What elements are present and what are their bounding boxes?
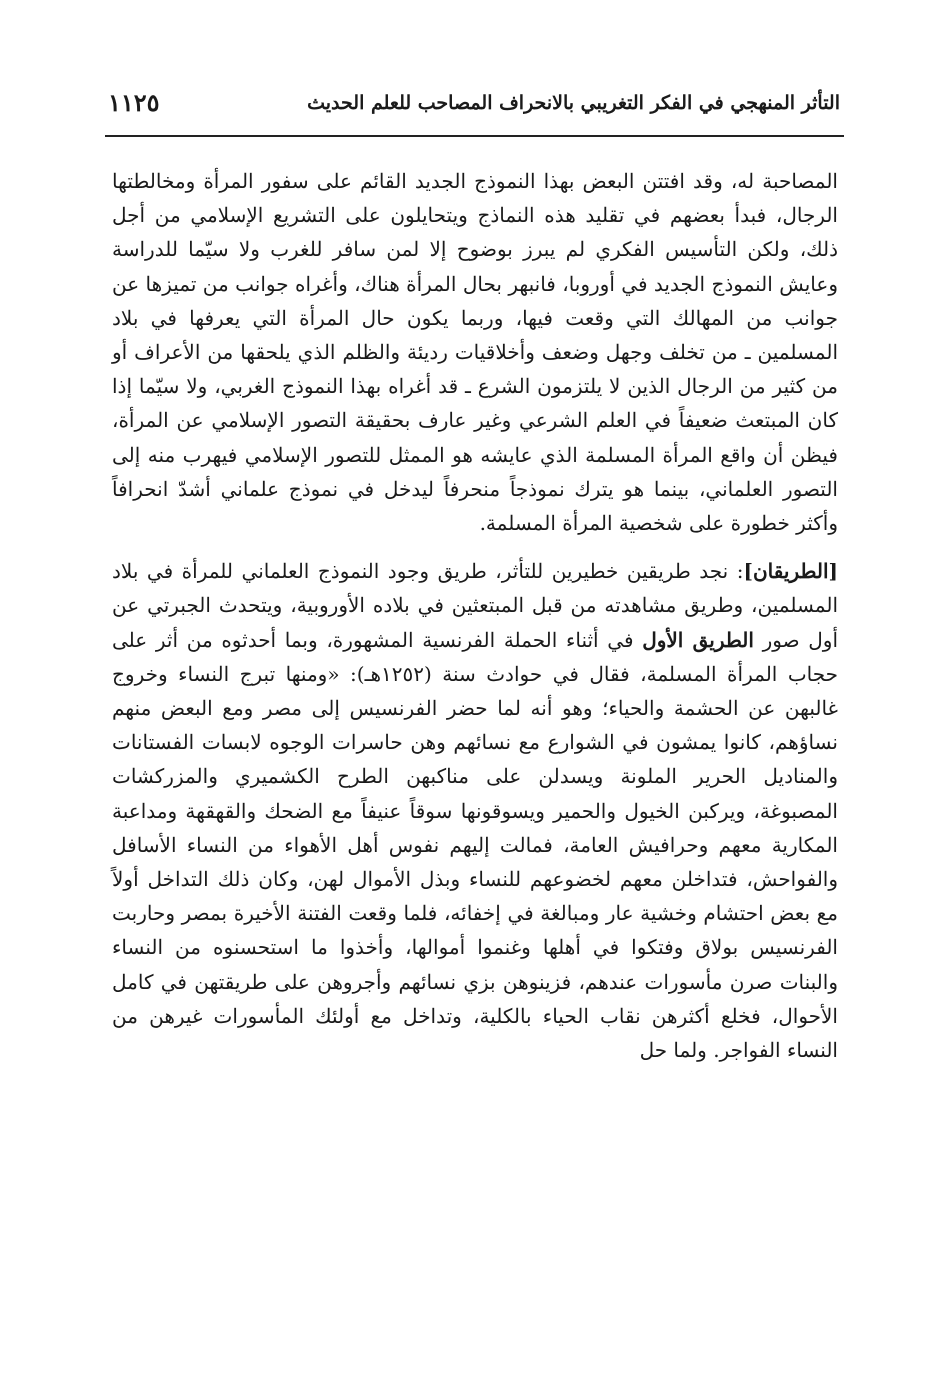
section-lead-label: [الطريقان] xyxy=(743,559,838,584)
paragraph-2-text-start: : نجد طريقين خطيرين للتأثر، طريق وجود النموذج العلماني للمرأة في بلاد المسلمين، وطريق مشاهدته من قبل المبتعثين في بلاده الأوروبية، ويتحدث الجبرتي عن أول صور xyxy=(112,559,839,652)
paragraph-1 xyxy=(112,164,838,540)
paragraph-2-text-rest: في أثناء الحملة الفرنسية المشهورة، وبما أحدثوه من أثر على حجاب المرأة المسلمة، فقال في حوادث سنة (١٢٥٢هـ): «ومنها تبرج النساء وخروج غالبهن عن الحشمة والحياء؛ وهو أنه لما حضر الفرنسيس إلى مصر ومع البعض منهم نساؤهم، كانوا يمشون في الشوارع مع نسائهم وهن حاسرات الوجوه لابسات الفستانات والمناديل الحرير الملونة ويسدلن على مناكبهن الطرح الكشميري والمزركشات المصبوغة، ويركبن الخيول والحمير ويسوقونها سوقاً عنيفاً مع الضحك والقهقهة ومداعبة المكارية معهم وحرافيش العامة، فمالت إليهم نفوس أهل الأهواء من النساء الأسافل والفواحش، فتداخلن معهم لخضوعهم للنساء وبذل الأموال لهن، وكان ذلك التداخل أولاً مع بعض احتشام وخشية عار ومبالغة في إخفائه، فلما وقعت الفتنة الأخيرة بمصر وحاربت الفرنسيس بولاق وفتكوا في أهلها وغنموا أموالها، وأخذوا ما استحسنوه من النساء والبنات صرن مأسورات عندهم، فزينوهن بزي نسائهم وأجروهن على طريقتهن في كامل الأحوال، فخلع أكثرهن نقاب الحياء بالكلية، وتداخل مع أولئك المأسورات غيرهن من النساء الفواجر. ولما حل xyxy=(112,627,839,1063)
page-number: ١١٢٥ xyxy=(108,88,160,117)
emphasized-phrase: الطريق الأول xyxy=(642,627,754,652)
header-title: التأثر المنهجي في الفكر التغريبي بالانحراف المصاحب للعلم الحديث xyxy=(307,92,840,114)
paragraph-2 xyxy=(112,554,838,1067)
header-divider xyxy=(105,135,844,137)
paragraph-1-text: المصاحبة له، وقد افتتن البعض بهذا النموذج الجديد القائم على سفور المرأة ومخالطتها الرجال، فبدأ بعضهم في تقليد هذه النماذج ويتحايلون على التشريع الإسلامي من أجل ذلك، ولكن التأسيس الفكري لم يبرز بوضوح إلا لمن سافر للغرب ولا سيّما للدراسة وعايش النموذج الجديد في أوروبا، فانبهر بحال المرأة هناك، وأغراه جوانب من تميزها عن جوانب من المهالك التي وقعت فيها، وربما يكون حال المرأة التي يعرفها في بلاد المسلمين ـ من تخلف وجهل وضعف وأخلاقيات رديئة والظلم الذي يلحقها من الأعراف أو من كثير من الرجال الذين لا يلتزمون الشرع ـ قد أغراه بهذا النموذج الغربي، ولا سيّما إذا كان المبتعث ضعيفاً في العلم الشرعي وغير عارف بحقيقة التصور الإسلامي عن المرأة، فيظن أن واقع المرأة المسلمة الذي عايشه هو الممثل للتصور الإسلامي فيهرب منه إلى التصور العلماني، بينما هو يترك نموذجاً منحرفاً ليدخل في نموذج علماني أشدّ انحرافاً وأكثر خطورة على شخصية المرأة المسلمة. xyxy=(112,169,839,536)
running-header xyxy=(108,88,840,128)
body-text xyxy=(112,164,838,1067)
